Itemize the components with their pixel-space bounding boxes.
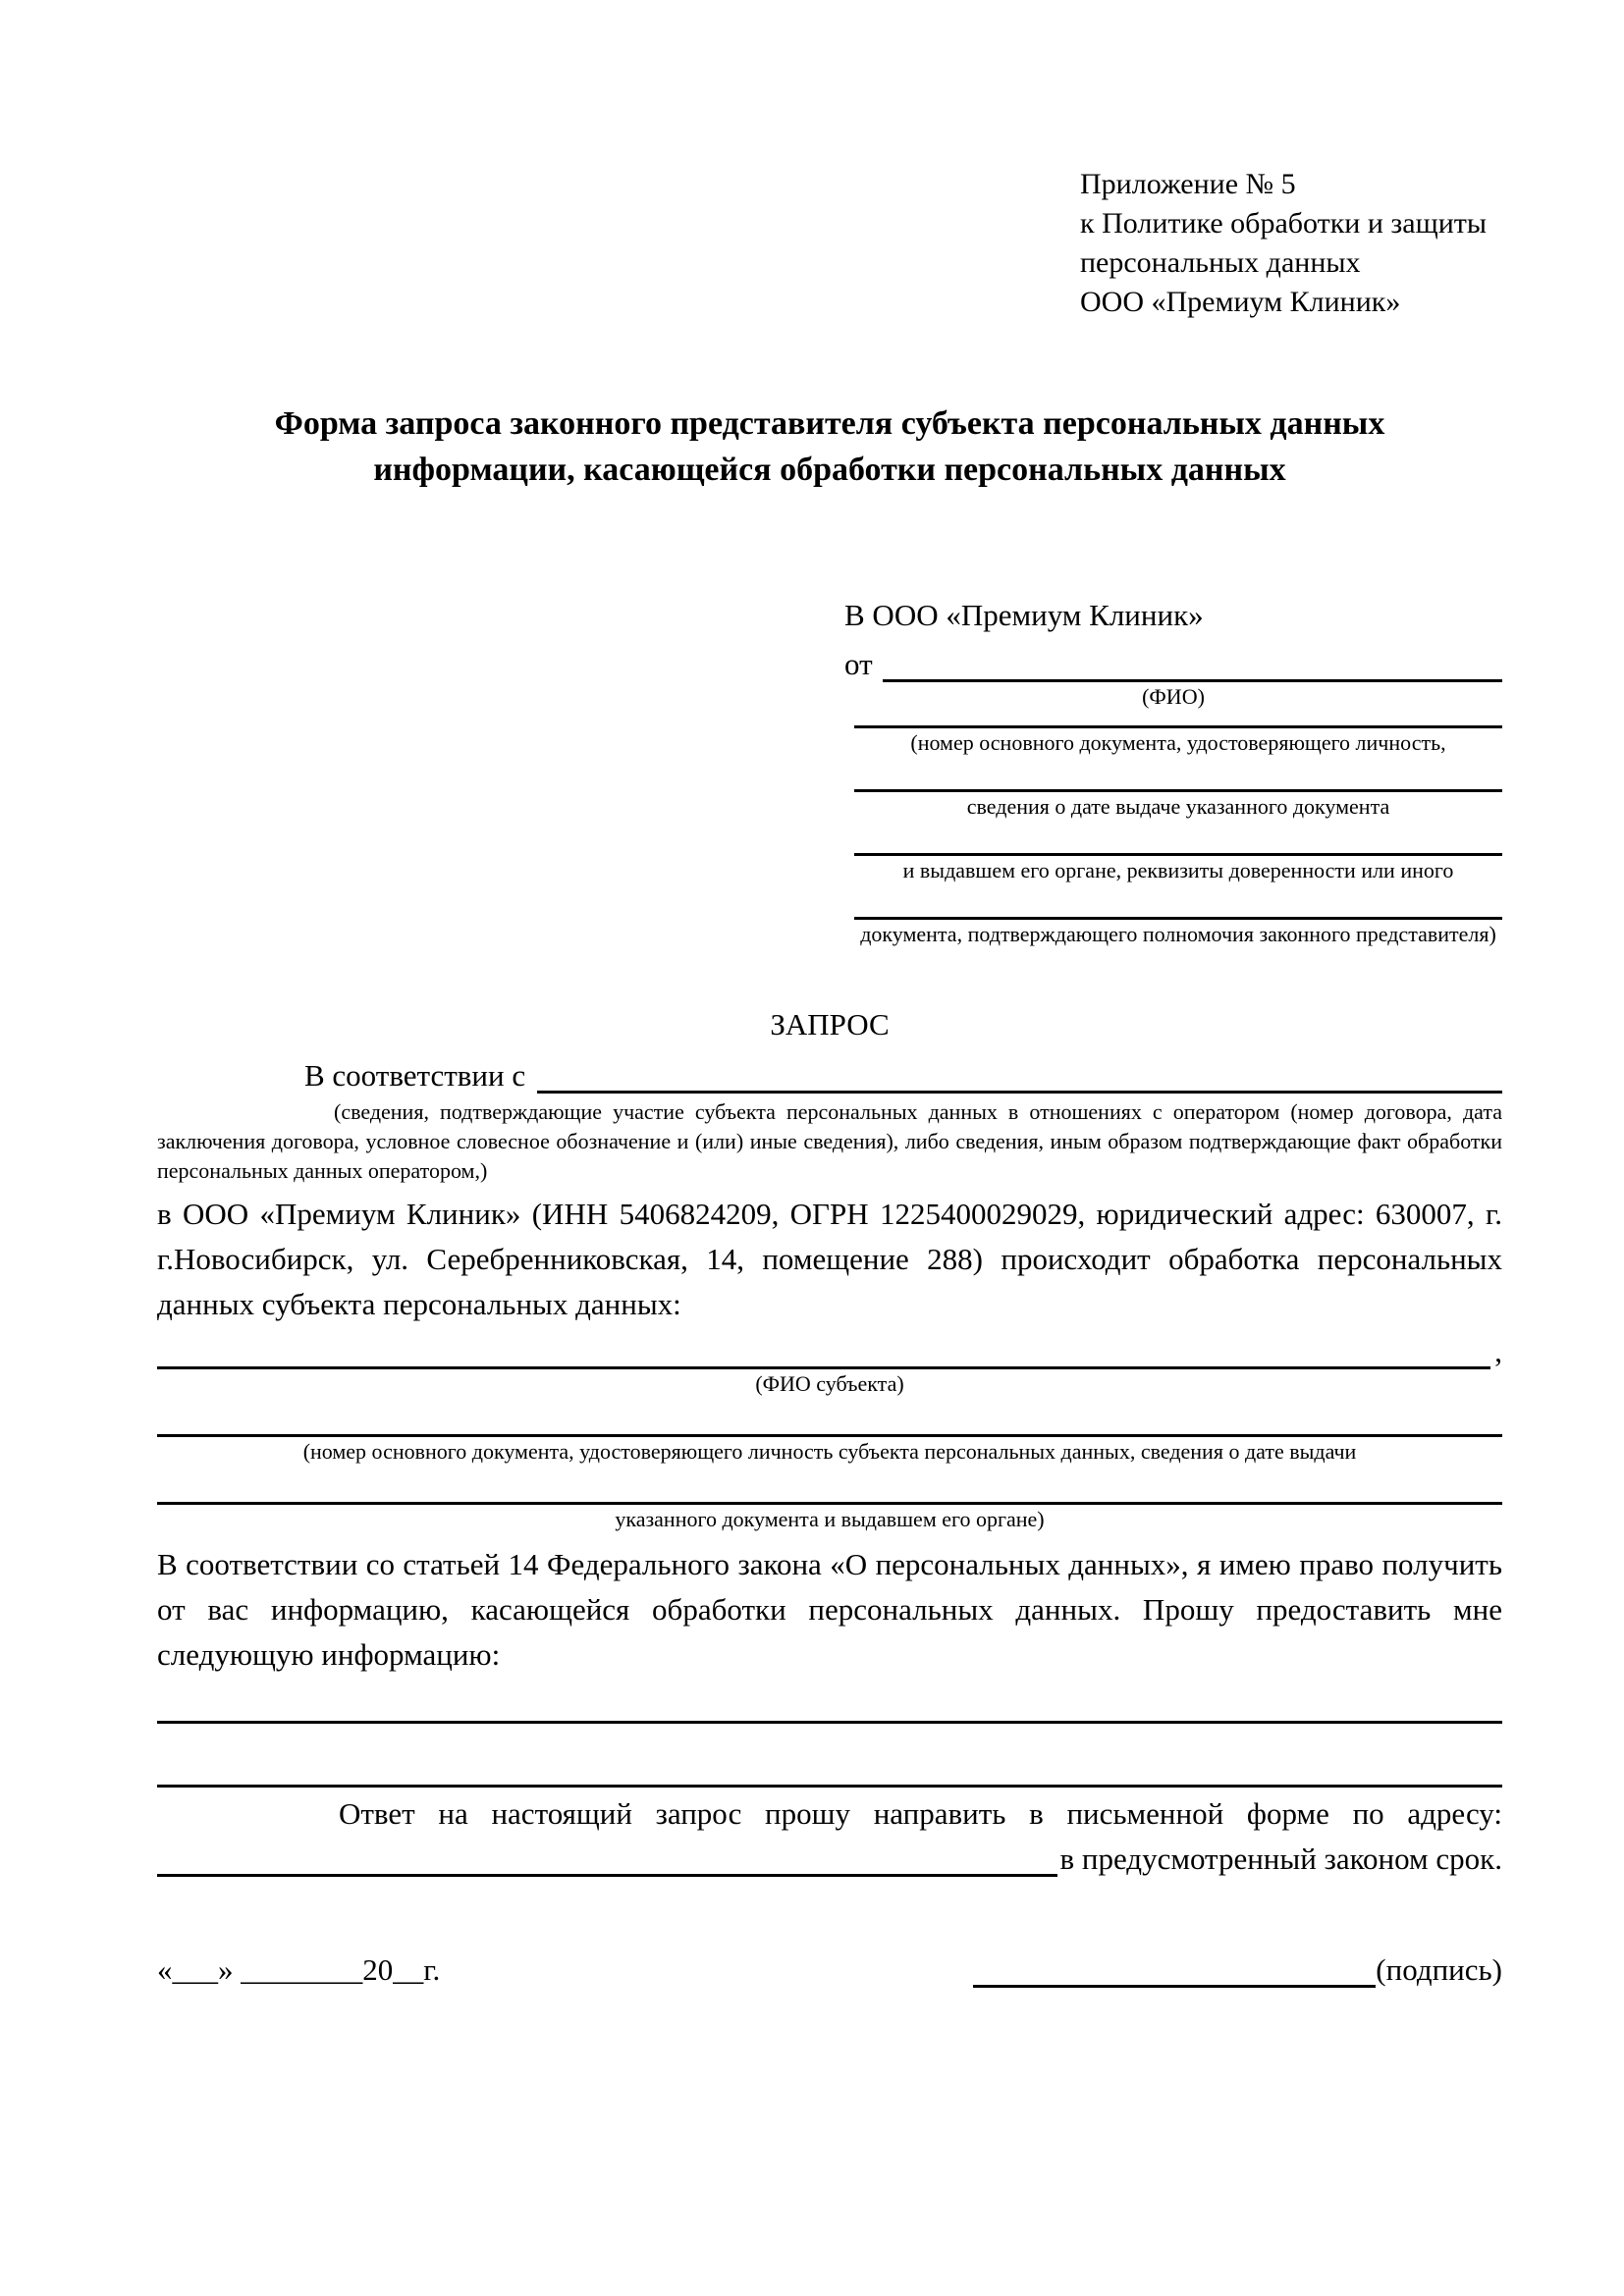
representative-blank-line-1 xyxy=(854,712,1502,728)
footer-row xyxy=(157,1949,1502,1988)
from-row xyxy=(844,642,1502,682)
representative-caption-1: (номер основного документа, удостоверяющего личность, xyxy=(910,730,1446,755)
signature-caption: (подпись) xyxy=(1376,1952,1502,1987)
addressee-block xyxy=(844,595,1502,712)
appendix-note-line-2: к Политике обработки и защиты xyxy=(1080,207,1488,240)
document-title-line-2: информации, касающейся обработки персональных данных xyxy=(373,452,1286,488)
response-address-row xyxy=(157,1837,1502,1877)
representative-blank-line-4 xyxy=(854,885,1502,920)
fio-caption: (ФИО) xyxy=(1142,684,1205,709)
in-accordance-blank-line xyxy=(537,1055,1502,1094)
subject-doc-caption-2: указанного документа и выдавшем его органе) xyxy=(615,1507,1045,1531)
in-accordance-label: В соответствии с xyxy=(304,1058,526,1093)
subject-fio-blank-line xyxy=(157,1329,1490,1369)
subject-fio-caption: (ФИО субъекта) xyxy=(755,1371,904,1396)
representative-caption-3: и выдавшем его органе, реквизиты доверенности или иного xyxy=(902,858,1454,882)
basis-caption: (сведения, подтверждающие участие субъекта персональных данных в отношениях с оператором (номер договора, дата заключения договора, условное словесное обозначение и (или) иные сведения), либо сведения, иным образом подтверждающие факт обработки персональных данных оператором,) xyxy=(157,1099,1502,1183)
signature-blank-line xyxy=(973,1949,1376,1988)
representative-blank-line-2 xyxy=(854,758,1502,792)
representative-field-2 xyxy=(854,758,1502,822)
in-accordance-row xyxy=(157,1055,1502,1094)
subject-doc-blank-line-2 xyxy=(157,1467,1502,1505)
document-title-line-1: Форма запроса законного представителя субъекта персональных данных xyxy=(274,405,1385,442)
representative-field-4 xyxy=(854,885,1502,949)
information-blank-line-1 xyxy=(157,1721,1502,1724)
appendix-note-line-3: персональных данных xyxy=(1080,246,1361,279)
subject-fio-comma: , xyxy=(1494,1334,1502,1368)
appendix-note-line-1: Приложение № 5 xyxy=(1080,168,1296,200)
response-tail-text: в предусмотренный законом срок. xyxy=(1059,1842,1502,1876)
response-paragraph: Ответ на настоящий запрос прошу направить в письменной форме по адресу: xyxy=(339,1796,1502,1831)
response-address-blank-line xyxy=(157,1837,1057,1877)
addressee-organization: В ООО «Премиум Клиник» xyxy=(844,598,1204,632)
from-label: от xyxy=(844,647,873,681)
representative-caption-2: сведения о дате выдаче указанного документа xyxy=(966,794,1390,819)
representative-field-3 xyxy=(854,822,1502,885)
from-blank-line xyxy=(883,642,1502,682)
representative-blank-line-3 xyxy=(854,822,1502,856)
information-blank-line-2 xyxy=(157,1785,1502,1788)
subject-doc-caption-1: (номер основного документа, удостоверяющего личность субъекта персональных данных, сведения о дате выдачи xyxy=(302,1439,1357,1464)
appendix-note xyxy=(1080,165,1502,322)
subject-fio-row xyxy=(157,1329,1502,1369)
representative-field-1 xyxy=(854,712,1502,758)
operator-paragraph: в ООО «Премиум Клиник» (ИНН 5406824209, ОГРН 1225400029029, юридический адрес: 630007, г. г.Новосибирск, ул. Серебренниковская, 14, помещение 288) происходит обработка персональных данных субъекта персональных данных: xyxy=(157,1197,1502,1321)
request-heading: ЗАПРОС xyxy=(770,1007,890,1041)
representative-caption-4: документа, подтверждающего полномочия законного представителя) xyxy=(860,922,1496,946)
appendix-note-line-4: ООО «Премиум Клиник» xyxy=(1080,286,1401,318)
subject-doc-blank-line-1 xyxy=(157,1399,1502,1437)
date-template: «___» ________20__г. xyxy=(157,1952,441,1987)
law-paragraph: В соответствии со статьей 14 Федерального закона «О персональных данных», я имею право получить от вас информацию, касающейся обработки персональных данных. Прошу предоставить мне следующую информацию: xyxy=(157,1547,1502,1672)
document-title xyxy=(157,400,1502,493)
